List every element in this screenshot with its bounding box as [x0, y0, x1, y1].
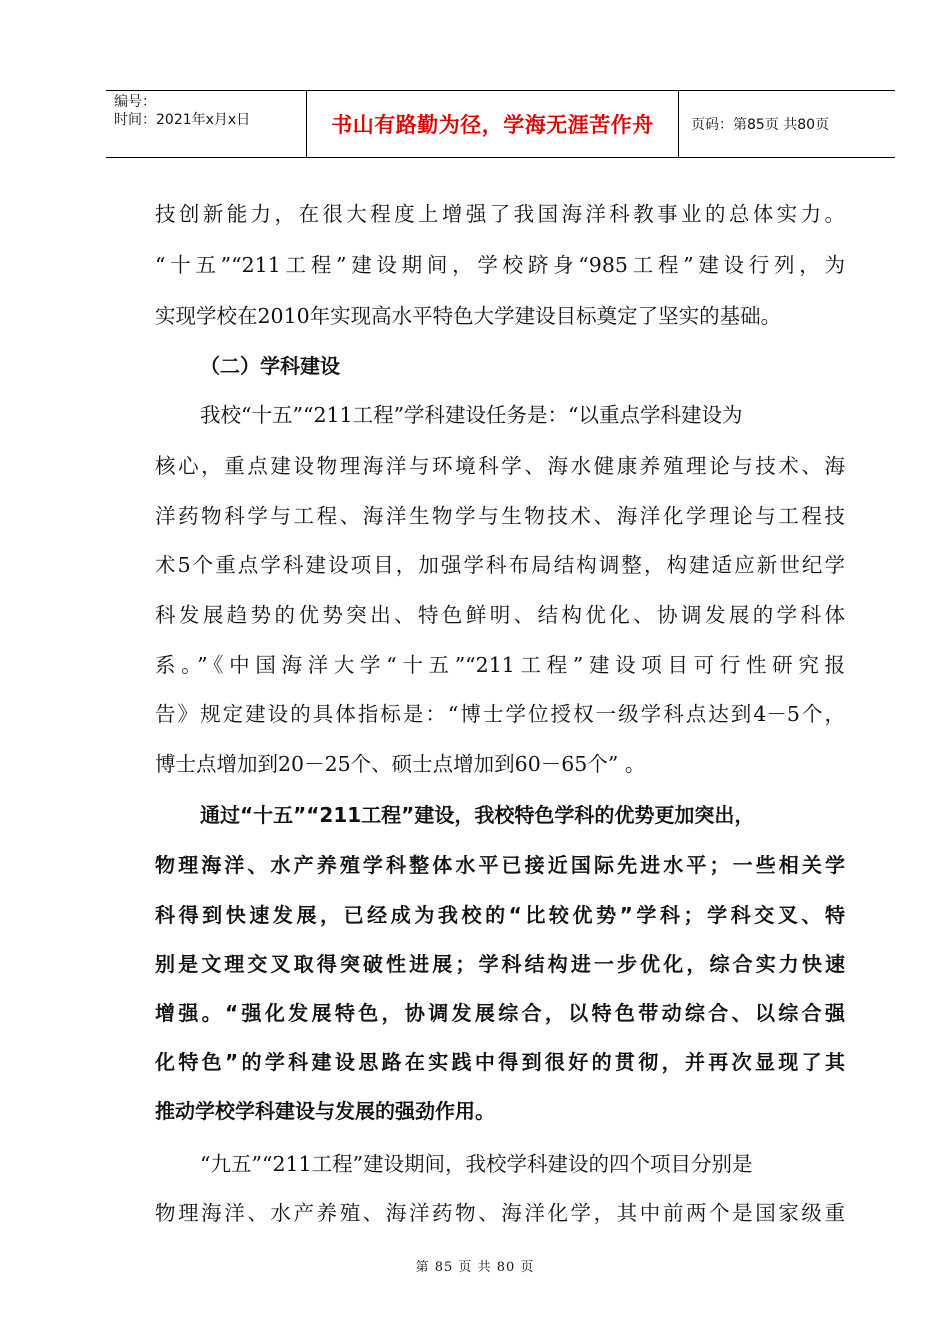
bold-line: 增强。“强化发展特色，协调发展综合，以特色带动综合、以综合强	[155, 1001, 845, 1025]
time-label: 时间：2021年x月x日	[114, 112, 251, 128]
header-page-code: 页码：第85页 共80页	[691, 117, 830, 133]
bold-line: 物理海洋、水产养殖学科整体水平已接近国际先进水平；一些相关学	[155, 853, 845, 877]
bold-line: 通过“十五”“211工程”建设，我校特色学科的优势更加突出，	[200, 803, 755, 827]
body-line: 技创新能力，在很大程度上增强了我国海洋科教事业的总体实力。	[155, 202, 845, 226]
bold-line: 推动学校学科建设与发展的强劲作用。	[155, 1099, 495, 1123]
body-line: 科发展趋势的优势突出、特色鲜明、结构优化、协调发展的学科体	[155, 603, 845, 627]
body-line: “九五”“211工程”建设期间，我校学科建设的四个项目分别是	[200, 1152, 753, 1176]
body-line: 核心，重点建设物理海洋与环境科学、海水健康养殖理论与技术、海	[155, 454, 845, 478]
body-line: 系。”《中国海洋大学“十五”“211工程”建设项目可行性研究报	[155, 653, 845, 677]
bold-line: 科得到快速发展，已经成为我校的“比较优势”学科；学科交叉、特	[155, 903, 845, 927]
body-line: 告》规定建设的具体指标是：“博士学位授权一级学科点达到4－5个，	[155, 702, 845, 726]
header-motto: 书山有路勤为径，学海无涯苦作舟	[307, 91, 679, 157]
number-label: 编号：	[114, 94, 156, 110]
body-line: 物理海洋、水产养殖、海洋药物、海洋化学，其中前两个是国家级重	[155, 1201, 845, 1225]
bold-line: 化特色”的学科建设思路在实践中得到很好的贯彻，并再次显现了其	[155, 1050, 845, 1074]
section-heading: （二）学科建设	[200, 354, 340, 378]
page-header	[106, 90, 895, 158]
page-footer: 第 85 页 共 80 页	[415, 1260, 535, 1275]
bold-line: 别是文理交叉取得突破性进展；学科结构进一步优化，综合实力快速	[155, 952, 845, 976]
body-line: 洋药物科学与工程、海洋生物学与生物技术、海洋化学理论与工程技	[155, 504, 845, 528]
body-line: 我校“十五”“211工程”学科建设任务是：“以重点学科建设为	[200, 403, 743, 427]
header-meta-cell	[106, 91, 307, 157]
body-line: 实现学校在2010年实现高水平特色大学建设目标奠定了坚实的基础。	[155, 304, 782, 328]
body-line: 术5个重点学科建设项目，加强学科布局结构调整，构建适应新世纪学	[155, 553, 845, 577]
body-line: “十五”“211工程”建设期间，学校跻身“985工程”建设行列，为	[155, 253, 845, 277]
body-line: 博士点增加到20－25个、硕士点增加到60－65个” 。	[155, 752, 646, 776]
